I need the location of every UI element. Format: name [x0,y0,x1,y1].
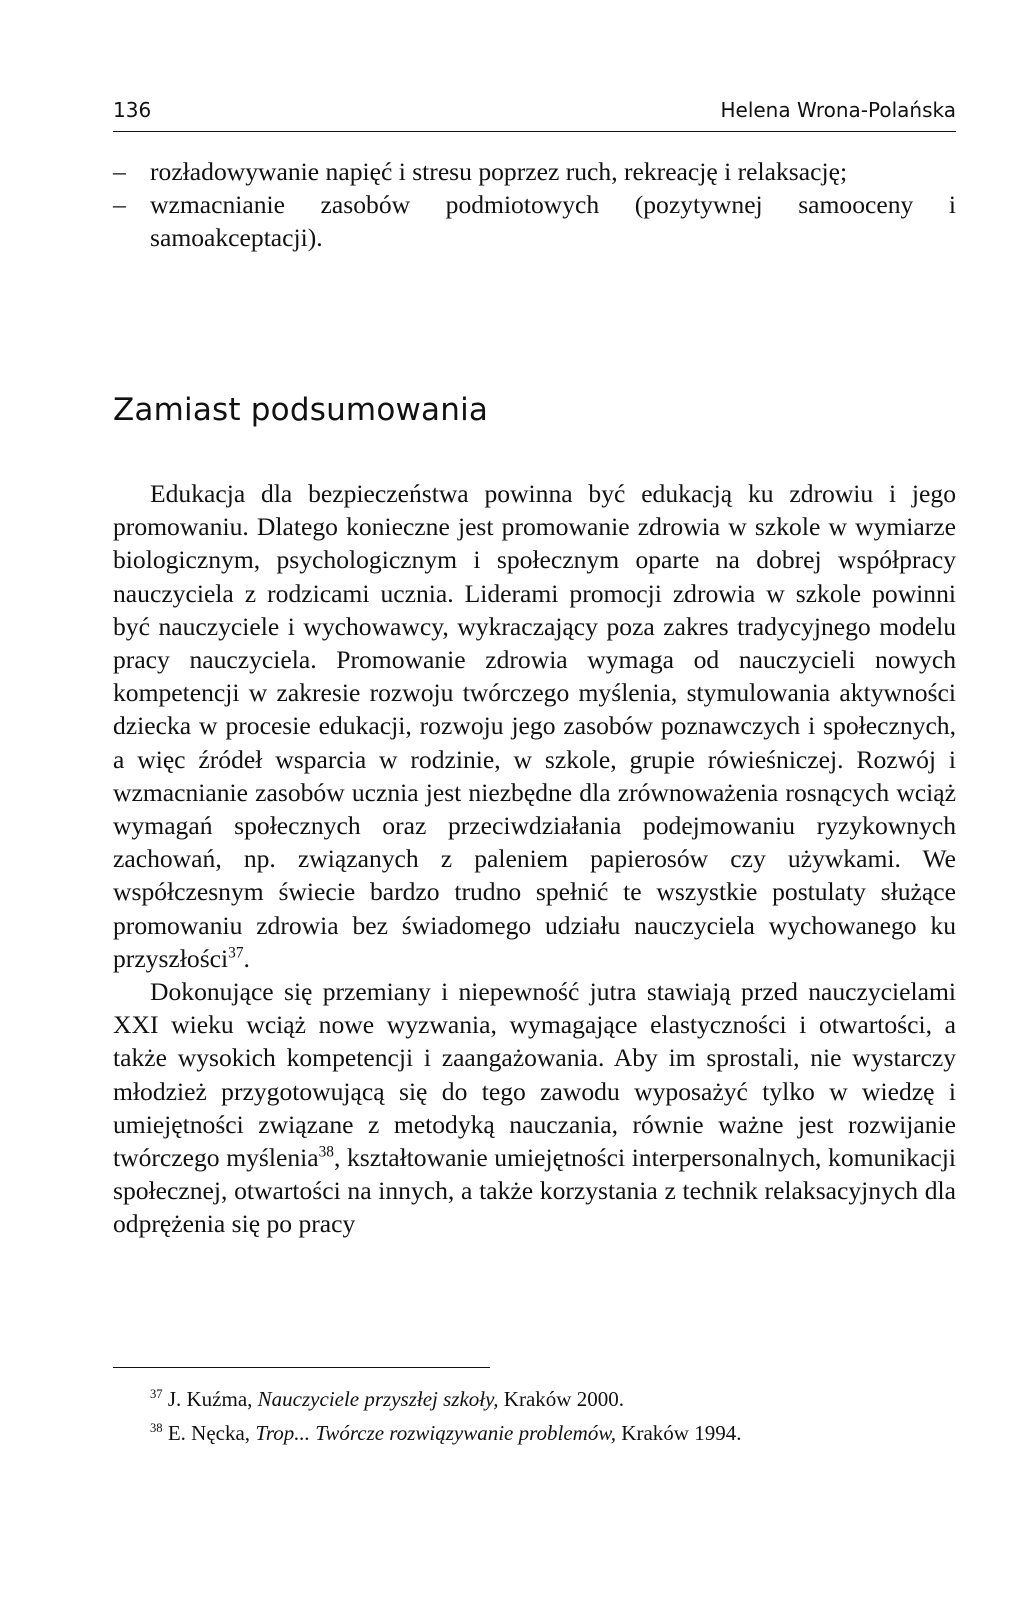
paragraph [113,477,956,975]
list-item-text: wzmacnianie zasobów podmiotowych (pozytywnej samooceny i samoakceptacji). [150,190,956,253]
footnote-title: Trop... Twórcze rozwiązywanie problemów, [255,1421,617,1445]
list-item [113,155,956,188]
footnote [150,1416,956,1450]
header-rule [113,131,956,132]
section-title: Zamiast podsumowania [113,392,489,428]
footnotes [150,1382,956,1450]
paragraph-text: Dokonujące się przemiany i niepewność jutra stawiają przed nauczycielami XXI wieku wciąż nowe wyzwania, wymagające elastyczności i otwartości, a także wysokich kompetencji i zaangażowania. Aby im sprostali, nie wystarczy młodzież przygotowującą się do tego zawodu wyposażyć tylko w wiedzę i umiejętności związane z metodyką nauczania, równie ważne jest rozwijanie twórczego myślenia [113,977,956,1173]
footnote-number: 38 [150,1421,163,1435]
footnote-rest: Kraków 2000. [503,1387,624,1411]
list-item [113,188,956,254]
footnote-ref: 37 [228,944,244,962]
paragraph-tail: . [243,943,250,973]
running-author: Helena Wrona-Polańska [720,98,956,122]
paragraph [113,975,956,1241]
footnote-author: J. Kuźma, [167,1387,253,1411]
paragraph-text-continued: , kształtowanie umiejętności interpersonalnych, komunikacji społecznej, otwartości na innych, a także korzystania z technik relaksacyjnych dla odprężenia się po pracy [113,1143,957,1239]
dash-marker: – [113,190,126,220]
dash-marker: – [113,157,126,186]
running-header [113,98,956,128]
bullet-list [113,155,956,255]
footnote-title: Nauczyciele przyszłej szkoły, [257,1387,499,1411]
footnote-ref: 38 [318,1143,334,1161]
list-item-text: rozładowywanie napięć i stresu poprzez ruch, rekreację i relaksację; [150,157,848,186]
footnote-author: E. Nęcka, [167,1421,251,1445]
page-number: 136 [113,98,152,122]
footnote-rest: Kraków 1994. [621,1421,742,1445]
footnote-rule [113,1367,490,1368]
body-text [113,477,956,1241]
footnote [150,1382,956,1416]
footnote-number: 37 [150,1387,163,1401]
paragraph-text: Edukacja dla bezpieczeństwa powinna być edukacją ku zdrowiu i jego promowaniu. Dlatego konieczne jest promowanie zdrowia w szkole w wymiarze biologicznym, psychologicznym i społecznym oparte na dobrej współpracy nauczyciela z rodzicami ucznia. Liderami promocji zdrowia w szkole powinni być nauczyciele i wychowawcy, wykraczający poza zakres tradycyjnego modelu pracy nauczyciela. Promowanie zdrowia wymaga od nauczycieli nowych kompetencji w zakresie rozwoju twórczego myślenia, stymulowania aktywności dziecka w procesie edukacji, rozwoju jego zasobów poznawczych i społecznych, a więc źródeł wsparcia w rodzinie, w szkole, grupie rówieśniczej. Rozwój i wzmacnianie zasobów ucznia jest niezbędne dla zrównoważenia rosnących wciąż wymagań społecznych oraz przeciwdziałania podejmowaniu ryzykownych zachowań, np. związanych z paleniem papierosów czy używkami. We współczesnym świecie bardzo trudno spełnić te wszystkie postulaty służące promowaniu zdrowia bez świadomego udziału nauczyciela wychowanego ku przyszłości [113,479,956,973]
